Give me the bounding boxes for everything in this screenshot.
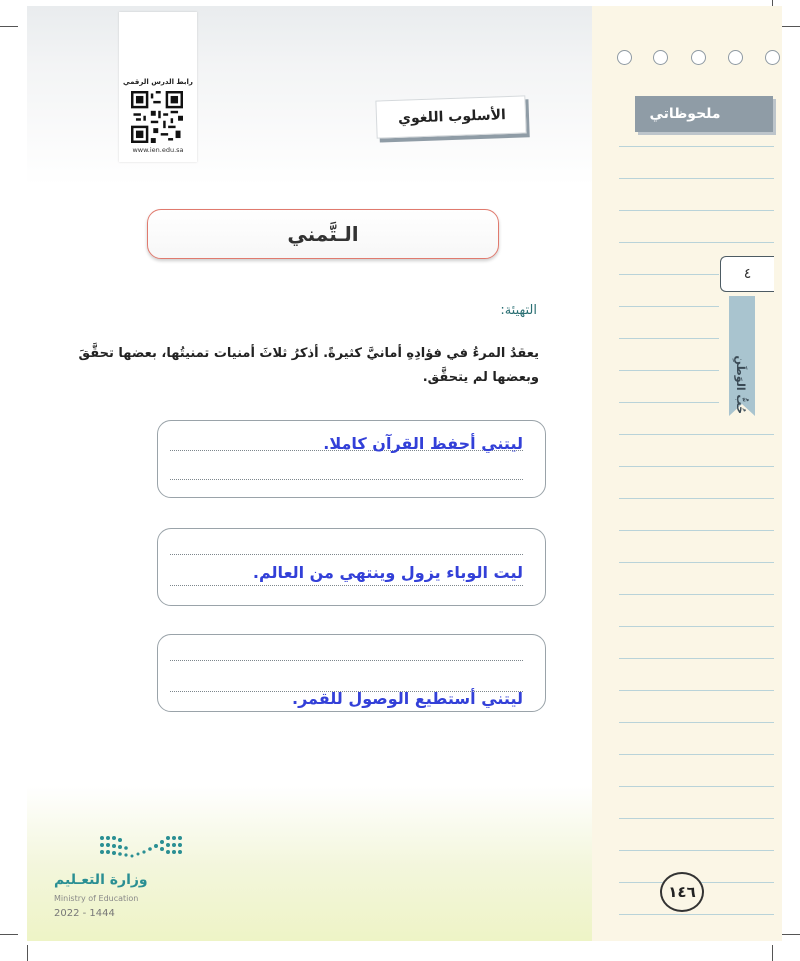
qr-block[interactable] xyxy=(119,12,197,162)
note-line xyxy=(619,530,774,531)
notes-tab-label: ملحوظاتي xyxy=(649,106,721,122)
binder-ring-icon xyxy=(765,50,780,65)
lesson-title: الـتَّمني xyxy=(147,209,499,259)
unit-number: ٤ xyxy=(720,256,774,292)
dotted-line xyxy=(170,479,523,480)
binder-ring-icon xyxy=(653,50,668,65)
ministry-name-en: Ministry of Education xyxy=(54,894,139,903)
note-line xyxy=(619,850,774,851)
binder-ring-icon xyxy=(691,50,706,65)
note-line xyxy=(619,210,774,211)
note-line xyxy=(619,786,774,787)
note-line xyxy=(619,658,774,659)
unit-title: حُبُّ الوَطَنِ xyxy=(734,355,747,414)
binder-ring-icon xyxy=(617,50,632,65)
answer-box-3[interactable] xyxy=(157,634,546,712)
binder-ring-icon xyxy=(728,50,743,65)
answer-box-1[interactable] xyxy=(157,420,546,498)
crop-mark xyxy=(27,945,28,961)
note-line xyxy=(619,690,774,691)
dotted-line xyxy=(170,660,523,661)
note-line xyxy=(619,722,774,723)
crop-mark xyxy=(782,26,800,27)
dotted-line xyxy=(170,554,523,555)
note-line xyxy=(619,594,774,595)
note-line xyxy=(619,754,774,755)
note-line xyxy=(619,818,774,819)
crop-mark xyxy=(0,26,18,27)
dotted-line xyxy=(170,585,523,586)
note-line xyxy=(619,370,719,371)
crop-mark xyxy=(782,934,800,935)
answer-text[interactable]: ليتني أحفظ القرآن كاملا. xyxy=(323,434,523,453)
note-line xyxy=(619,914,774,915)
note-line xyxy=(619,146,774,147)
note-line xyxy=(619,274,719,275)
note-line xyxy=(619,626,774,627)
ministry-logo xyxy=(54,828,194,938)
answer-text[interactable]: ليت الوباء يزول وينتهي من العالم. xyxy=(252,563,523,582)
ministry-emblem-icon xyxy=(98,832,198,866)
answer-box-2[interactable] xyxy=(157,528,546,606)
note-line xyxy=(619,338,719,339)
notes-column xyxy=(592,6,782,941)
qr-label: رابط الدرس الرقمي xyxy=(123,78,193,86)
note-line xyxy=(619,402,719,403)
note-line xyxy=(619,466,774,467)
note-line xyxy=(619,306,719,307)
page-number: ١٤٦ xyxy=(660,872,704,912)
note-line xyxy=(619,562,774,563)
ministry-name-ar: وزارة التعـليم xyxy=(54,872,148,888)
main-page xyxy=(27,6,592,941)
ministry-year: 2022 - 1444 xyxy=(54,908,115,919)
note-line xyxy=(619,178,774,179)
note-line xyxy=(619,498,774,499)
answer-text[interactable]: ليتني أستطيع الوصول للقمر. xyxy=(291,689,523,708)
qr-url[interactable]: www.ien.edu.sa xyxy=(132,146,184,154)
note-line xyxy=(619,242,774,243)
notes-tab xyxy=(635,96,773,132)
warmup-label: التهيئة: xyxy=(500,303,537,318)
crop-mark xyxy=(772,945,773,961)
section-tag-label: الأسلوب اللغوي xyxy=(397,107,507,127)
section-tag xyxy=(375,95,526,138)
crop-mark xyxy=(0,934,18,935)
note-line xyxy=(619,434,774,435)
qr-code-icon xyxy=(131,91,183,143)
instruction-text: يعقدُ المرءُ في فؤادِهِ أمانيَّ كثيرةً. أذكرُ ثلاثَ أمنيات تمنيتُها، بعضها تحقَّقَ وبعضها لم يتحقَّق. xyxy=(78,346,539,385)
